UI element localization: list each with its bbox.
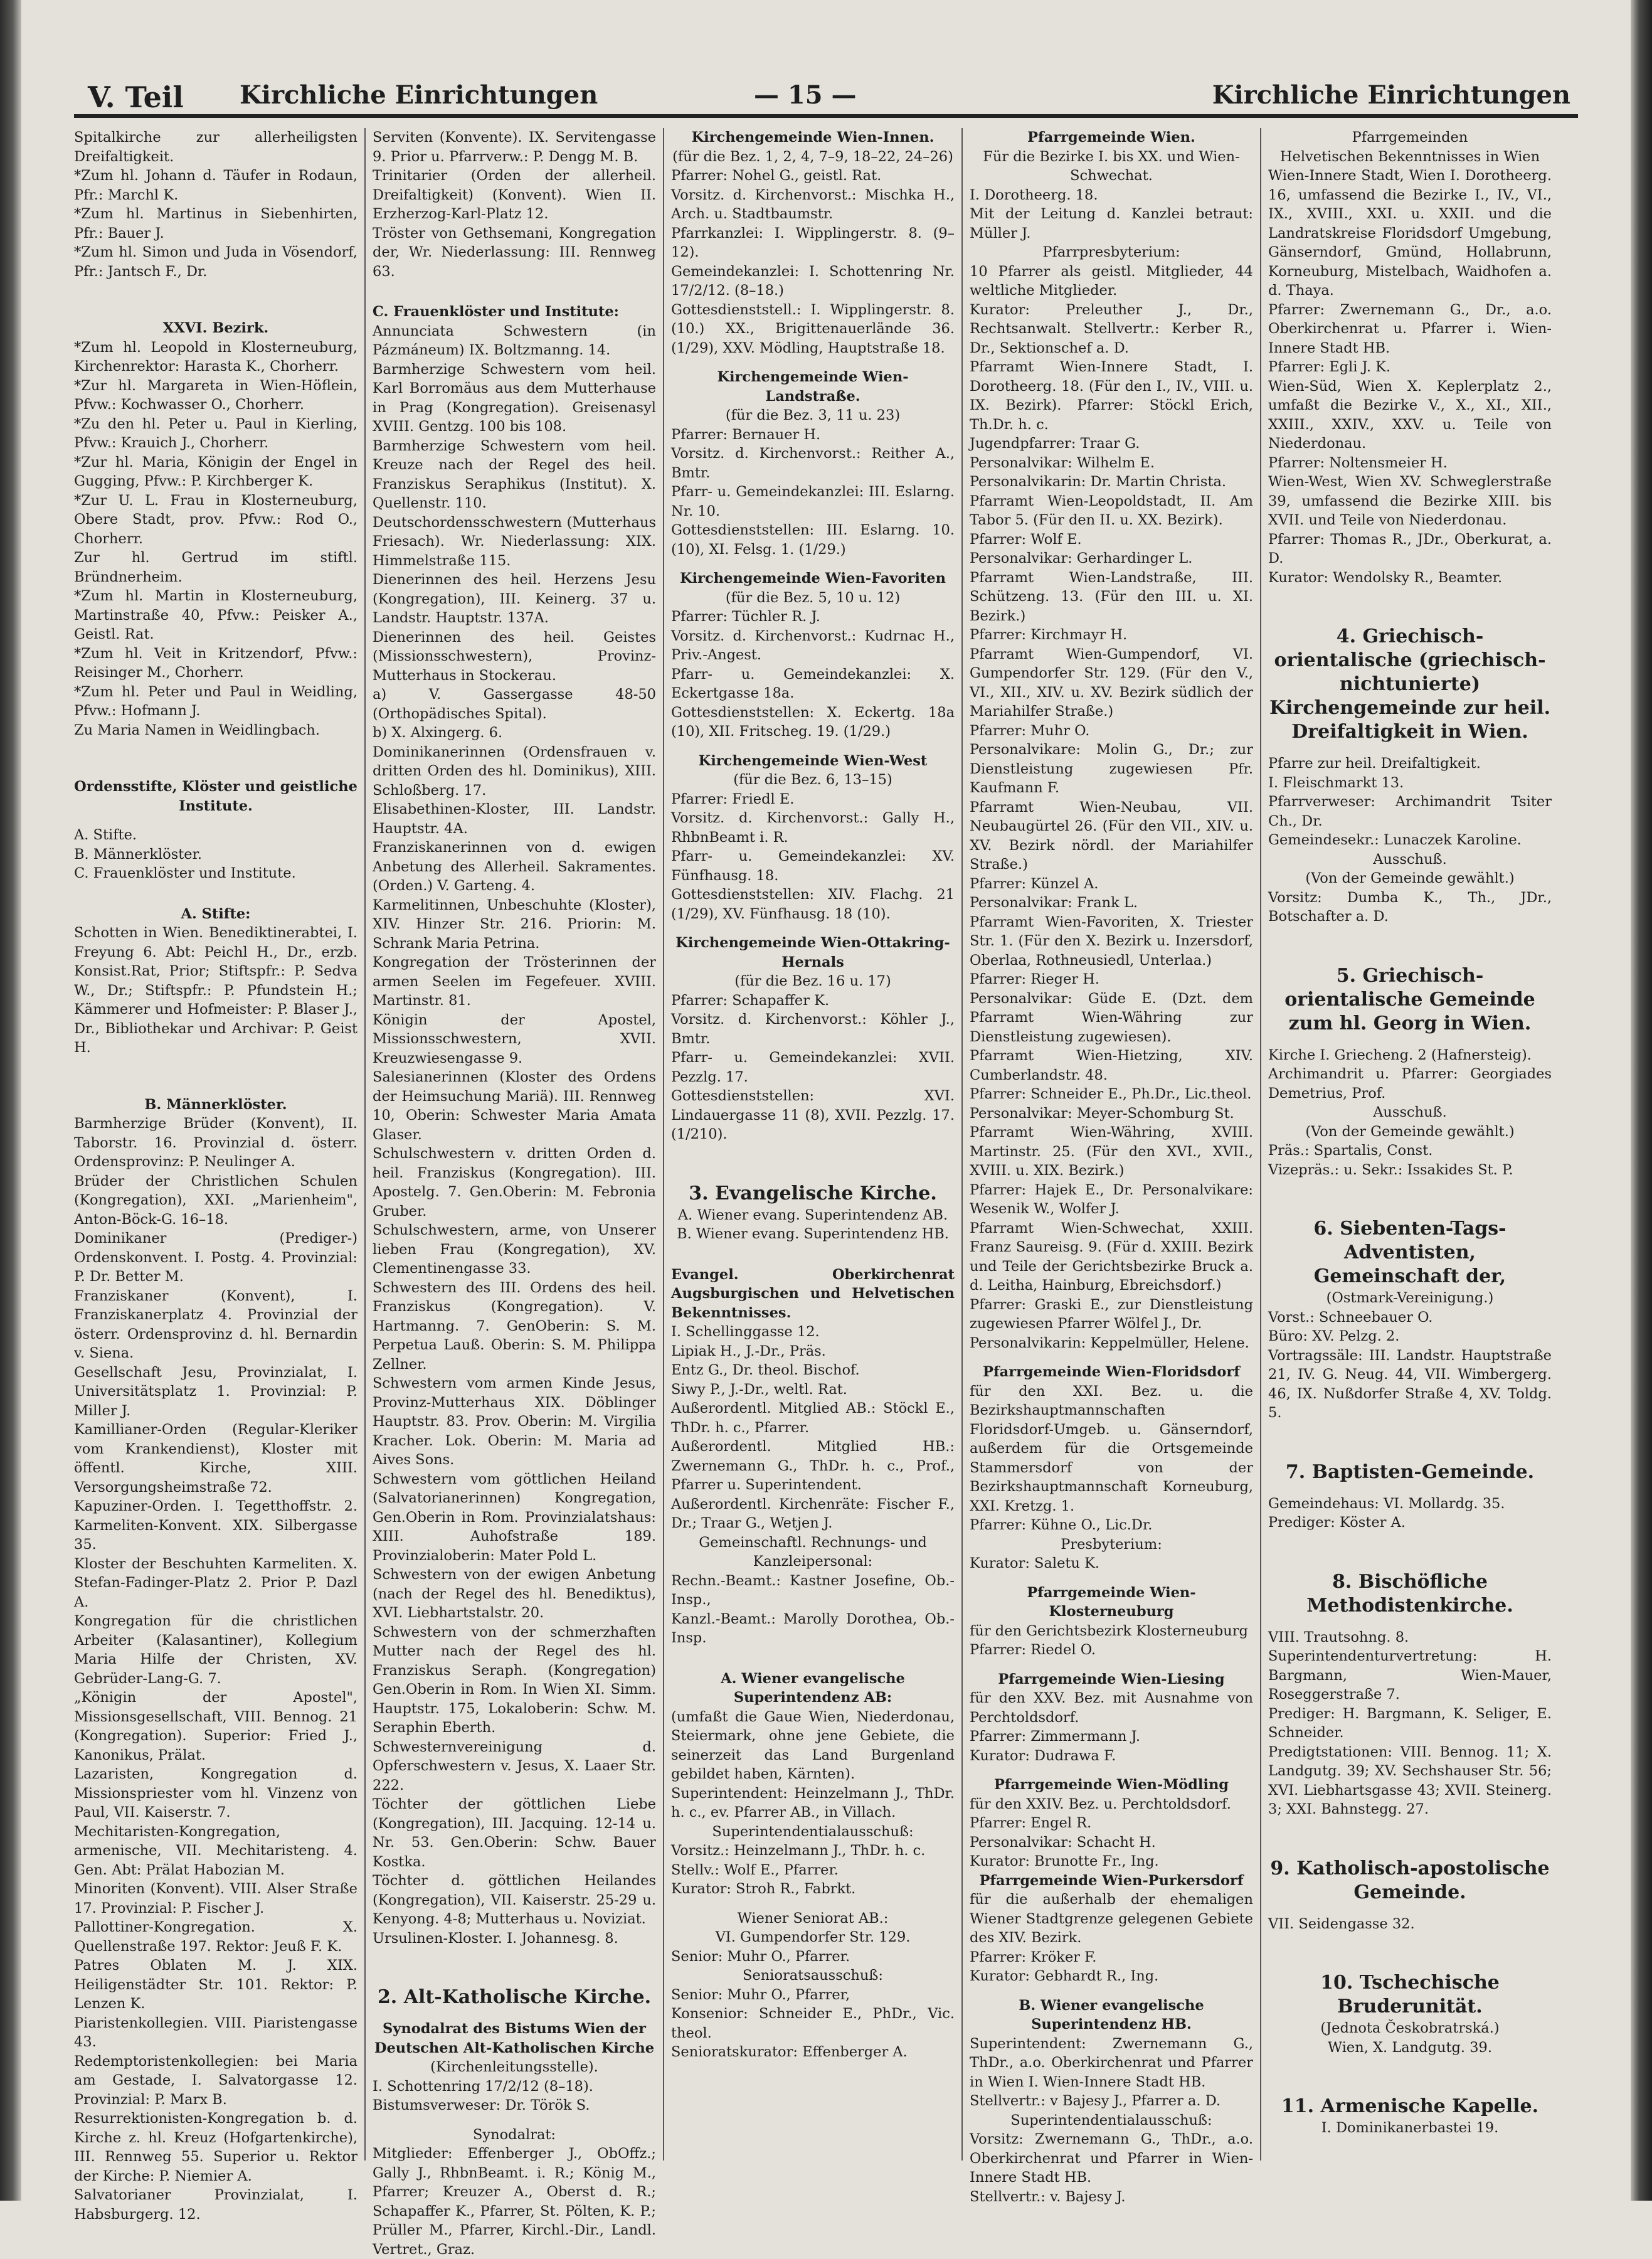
section-heading: 6. Siebenten-Tags-Adventisten, Gemeinschaft der, [1313,1218,1506,1287]
entry-text: Personalvikarin: Dr. Martin Christa. [970,474,1227,490]
entry-text: Pfarrer: Kirchmayr H. [970,627,1128,643]
entry-text: Kurator: Saletu K. [970,1555,1100,1571]
entry-text: Trinitarier (Orden der allerheil. Dreifaltigkeit) (Konvent). Wien II. Erzherzog-Karl-Platz 12. [373,167,656,222]
entry-text: Vorsitz: Zwernemann G., ThDr., a.o. Oberkirchenrat und Pfarrer in Wien-Innere Stadt HB. [970,2131,1253,2186]
entry-text: C. Frauenklöster und Institute. [74,865,296,881]
entry-text: Helvetischen Bekenntnisses in Wien [1279,148,1540,165]
entry-text: Synodalrat: [473,2126,556,2143]
entry-text: Pfarrer: Hajek E., Dr. Personalvikare: Wesenik W., Wolfer J. [970,1181,1253,1217]
entry-text: Wien-Innere Stadt, Wien I. Dorotheerg. 16, umfassend die Bezirke I., IV., VI., IX., XVIII., XXI. u. XXII. und die Landratskreise Floridsdorf Umgebung, Gänserndorf, Gmünd, Hollabrunn, Korneuburg, Mistelbach, Waidhofen a. d. Thaya. [1268,167,1552,299]
entry-text: Vortragssäle: III. Landstr. Hauptstraße 21, IV. G. Neug. 44, VII. Wimbergerg. 46, IX. Nußdorfer Straße 4, XV. Toldg. 5. [1268,1347,1552,1421]
entry-text: Ursulinen-Kloster. I. Johannesg. 8. [373,1930,618,1947]
entry-text: Presbyterium: [1061,1536,1162,1553]
column-divider [961,128,963,2161]
entry-text: I. Dorotheerg. 18. [970,186,1098,203]
entry-text: Lazaristen, Kongregation d. Missionspriester vom hl. Vinzenz von Paul, VII. Kaiserstr. 7. [74,1766,357,1820]
entry-text: für den XXI. Bez. u. die Bezirkshauptmannschaften Floridsdorf-Umgeb. u. Gänserndorf, außerdem für die Ortsgemeinde Stammersdorf von der Bezirkshauptmannschaft Korneuburg, XXI. Kretzg. 1. [970,1383,1253,1514]
section-heading: Synodalrat des Bistums Wien der Deutschen Alt-Katholischen Kirche [374,2021,655,2056]
entry-text: Personalvikar: Schacht H. [970,1834,1156,1851]
section-heading: Pfarrgemeinde Wien-Purkersdorf [979,1872,1244,1889]
entry-text: Ausschuß. [1373,1104,1447,1120]
entry-text: Pfarrer: Egli J. K. [1268,359,1391,375]
entry-text: Pfarr- u. Gemeindekanzlei: X. Eckertgasse 18a. [671,666,955,701]
entry-text: (Kirchenleitungsstelle). [430,2059,598,2075]
entry-text: Wien-Süd, Wien X. Keplerplatz 2., umfaßt die Bezirke V., X., XI., XII., XXIII., XXIV., XXV. u. Teile von Niederdonau. [1268,378,1552,452]
entry-text: Patres Oblaten M. J. XIX. Heiligenstädter Str. 101. Rektor: P. Lenzen K. [74,1957,357,2012]
entry-text: Wien, X. Landgutg. 39. [1327,2039,1493,2056]
entry-text: Pfarrer: Noltensmeier H. [1268,454,1448,471]
section-heading: Pfarrgemeinde Wien-Liesing [998,1671,1225,1688]
entry-text: Archimandrit u. Pfarrer: Georgiades Demetrius, Prof. [1268,1066,1552,1102]
entry-text: Schotten in Wien. Benediktinerabtei, I. Freyung 6. Abt: Peichl H., Dr., erzb. Konsist.Rat, Prior; Stiftspfr.: P. Sedva W., Dr.; Stiftspfr.: P. Pfundstein H.; Kämmerer und Hofmeister: P. Blaser J., Dr., Bibliothekar und Archivar: P. Geist H. [74,925,357,1056]
entry-text: für den XXV. Bez. mit Ausnahme von Perchtoldsdorf. [970,1690,1253,1726]
entry-text: Pfarramt Wien-Favoriten, X. Triester Str. 1. (Für den X. Bezirk u. Inzersdorf, Oberlaa, Rothneusiedl, Unterlaa.) [970,913,1253,969]
entry-text: *Zur hl. Margareta in Wien-Höflein, Pfvw.: Kochwasser O., Chorherr. [74,377,357,413]
entry-text: Personalvikar: Wilhelm E. [970,454,1155,471]
entry-text: Pfarrpresbyterium: [1042,244,1180,260]
entry-text: Für die Bezirke I. bis XX. und Wien-Schwechat. [983,148,1240,184]
entry-text: Pfarrer: Wolf E. [970,531,1082,548]
entry-text: *Zum hl. Peter und Paul in Weidling, Pfvw.: Hofmann J. [74,683,357,719]
entry-text: Dienerinnen des heil. Herzens Jesu (Kongregation), III. Keinerg. 37 u. Landstr. Hauptstr. 137A. [373,571,656,626]
entry-text: Kloster der Beschuhten Karmeliten. X. Stefan-Fadinger-Platz 2. Prior P. Dazl A. [74,1555,357,1610]
entry-text: Pfarrgemeinden [1352,129,1468,146]
spacer [1268,927,1552,964]
spacer [74,281,357,319]
section-heading: A. Wiener evangelische Superintendenz AB: [721,1670,905,1706]
entry-text: Superintendentialausschuß: [712,1823,914,1840]
entry-text: Superintendenturvertretung: H. Bargmann, Wien-Mauer, Roseggerstraße 7. [1268,1648,1552,1703]
entry-text: Pfarrer: Rieger H. [970,971,1100,987]
entry-text: Stellvertr.: v. Bajesy J. [970,2188,1126,2205]
entry-text: Serviten (Konvente). IX. Servitengasse 9. Prior u. Pfarrverw.: P. Dengg M. B. [373,129,656,165]
section-heading: 3. Evangelische Kirche. [689,1182,937,1204]
spacer [373,1948,656,1985]
entry-text: Personalvikar: Gerhardinger L. [970,550,1193,566]
spacer [1268,1618,1552,1628]
section-heading: A. Stifte: [181,905,251,922]
entry-text: Büro: XV. Pelzg. 2. [1268,1328,1400,1344]
entry-text: VI. Gumpendorfer Str. 129. [715,1929,911,1945]
entry-text: Pfarrverweser: Archimandrit Tsiter Ch., Dr. [1268,794,1552,829]
entry-text: Pfarr- u. Gemeindekanzlei: XV. Fünfhausg. 18. [671,848,955,884]
entry-text: Kongregation der Trösterinnen der armen Seelen im Fegefeuer. XVIII. Martinstr. 81. [373,954,656,1009]
entry-text: I. Dominikanerbastei 19. [1321,2120,1499,2136]
entry-text: Prediger: Köster A. [1268,1514,1406,1531]
entry-text: Pfarrer: Bernauer H. [671,426,821,443]
entry-text: Mit der Leitung d. Kanzlei betraut: Müller J. [970,206,1253,242]
entry-text: Gottesdienststellen: III. Eslarng. 10. (10), XI. Felsg. 1. (1/29.) [671,522,955,558]
entry-text: Kurator: Wendolsky R., Beamter. [1268,569,1503,586]
entry-text: Personalvikar: Frank L. [970,895,1138,911]
entry-text: Pfarr- u. Gemeindekanzlei: XVII. Pezzlg. 17. [671,1050,955,1085]
entry-text: Gottesdienststellen: X. Eckertg. 18a (10), XII. Fritscheg. 19. (1/29.) [671,704,955,740]
spacer [970,1765,1253,1775]
entry-text: Prediger: H. Bargmann, K. Seliger, E. Schneider. [1268,1705,1552,1741]
section-heading: Ordensstifte, Klöster und geistliche Institute. [74,779,357,814]
entry-text: Rechn.-Beamt.: Kastner Josefine, Ob.-Insp., [671,1572,955,1608]
entry-text: Schulschwestern v. dritten Orden d. heil. Franziskus (Kongregation). III. Apostelg. 7. Gen.Oberin: M. Febronia Gruber. [373,1145,656,1220]
section-heading: B. Wiener evangelische Superintendenz HB. [1019,1997,1204,2033]
spacer [1268,2057,1552,2095]
section-heading: Kirchengemeinde Wien-Innen. [691,129,935,146]
entry-text: Gemeindekanzlei: I. Schottenring Nr. 17/2/12. (8–18.) [671,263,955,299]
entry-text: Präs.: Spartalis, Const. [1268,1142,1433,1159]
entry-text: VII. Seidengasse 32. [1268,1915,1415,1932]
entry-text: Pfarrer: Zimmermann J. [970,1728,1141,1745]
entry-text: (Von der Gemeinde gewählt.) [1305,1123,1515,1140]
entry-text: Karmelitinnen, Unbeschuhte (Kloster), XIV. Hinzer Str. 216. Priorin: M. Schrank Maria Petrina. [373,896,656,952]
entry-text: Wien-West, Wien XV. Schweglerstraße 39, umfassend die Bezirke XIII. bis XVII. und Teile von Niederdonau. [1268,474,1552,528]
section-heading: Kirchengemeinde Wien-Favoriten [680,570,946,587]
section-heading: 11. Armenische Kapelle. [1281,2095,1539,2117]
section-heading: Kirchengemeinde Wien-West [698,752,928,769]
text-column-5 [1268,128,1552,2161]
spacer [373,2009,656,2019]
entry-text: Kirche I. Griecheng. 2 (Hafnersteig). [1268,1046,1532,1063]
entry-text: Stellv.: Wolf E., Pfarrer. [671,1861,839,1878]
entry-text: *Zu den hl. Peter u. Paul in Kierling, Pfvw.: Krauich J., Chorherr. [74,415,357,451]
column-divider [364,128,366,2161]
spacer [74,1058,357,1095]
spacer [74,883,357,905]
entry-text: Piaristenkollegien. VIII. Piaristengasse 43. [74,2014,357,2050]
spacer [671,1648,955,1669]
entry-text: Barmherzige Schwestern vom heil. Kreuze nach der Regel des heil. Franziskus Seraphikus (Institut). X. Quellenstr. 110. [373,437,656,511]
entry-text: Pfarre zur heil. Dreifaltigkeit. [1268,755,1481,772]
section-heading: Kirchengemeinde Wien-Landstraße. [717,369,909,405]
entry-text: Dienerinnen des heil. Geistes (Missionsschwestern), Provinz-Mutterhaus in Stockerau. [373,629,656,684]
spacer [671,1144,955,1182]
entry-text: (umfaßt die Gaue Wien, Niederdonau, Steiermark, ohne jene Gebiete, die seinerzeit das Land Burgenland gebildet haben, Kärnten). [671,1708,955,1782]
entry-text: Pfarrer: Friedl E. [671,790,795,807]
spacer [1268,1423,1552,1460]
entry-text: Senioratsausschuß: [743,1967,883,1984]
entry-text: für die außerhalb der ehemaligen Wiener Stadtgrenze gelegenen Gebiete des XIV. Bezirk. [970,1891,1253,1946]
entry-text: Salesianerinnen (Kloster des Ordens der Heimsuchung Mariä). III. Rennweg 10, Oberin: Schwester Maria Amata Glaser. [373,1069,656,1143]
entry-text: Vorsitz: Dumba K., Th., JDr., Botschafter a. D. [1268,889,1552,925]
section-heading: Pfarrgemeinde Wien-Floridsdorf [983,1364,1240,1380]
entry-text: Pfarr- u. Gemeindekanzlei: III. Eslarng. Nr. 10. [671,484,955,519]
spacer [970,1986,1253,1996]
entry-text: A. Stifte. [74,827,137,843]
entry-text: Minoriten (Konvent). VIII. Alser Straße 17. Provinzial: P. Fischer J. [74,1881,357,1916]
entry-text: Franziskanerinnen von d. ewigen Anbetung des Allerheil. Sakramentes. (Orden.) V. Garteng. 4. [373,839,656,894]
entry-text: (für die Bez. 5, 10 u. 12) [725,589,901,606]
entry-text: Lipiak H., J.-Dr., Präs. [671,1342,826,1359]
entry-text: Pfarramt Wien-Leopoldstadt, II. Am Tabor 5. (Für den II. u. XX. Bezirk). [970,492,1253,528]
entry-text: Pfarrer: Kühne O., Lic.Dr. [970,1517,1153,1533]
entry-text: Superintendent: Heinzelmann J., ThDr. h. c., ev. Pfarrer AB., in Villach. [671,1785,955,1820]
running-title-left: Kirchliche Einrichtungen [240,80,598,110]
spacer [1268,1036,1552,1046]
spacer [1268,1819,1552,1857]
entry-text: Pfarrer: Zwernemann G., Dr., a.o. Oberkirchenrat u. Pfarrer i. Wien-Innere Stadt HB. [1268,301,1552,356]
entry-text: Bistumsverweser: Dr. Török S. [373,2097,590,2113]
entry-text: Kurator: Dudrawa F. [970,1747,1116,1764]
entry-text: Pfarrer: Schneider E., Ph.Dr., Lic.theol. [970,1086,1252,1102]
entry-text: Personalvikarin: Keppelmüller, Helene. [970,1334,1249,1351]
entry-text: Kurator: Gebhardt R., Ing. [970,1968,1159,1984]
entry-text: Schwestern von der schmerzhaften Mutter nach der Regel des hl. Franziskus Seraph. (Kongregation) Gen.Oberin in Rom. In Wien XI. Simm. Hauptstr. 175, Lokaloberin: Schw. M. Seraphin Eberth. [373,1624,656,1736]
spacer [1268,1533,1552,1570]
entry-text: B. Männerklöster. [74,846,203,863]
entry-text: Kurator: Stroh R., Fabrkt. [671,1881,856,1897]
entry-text: *Zum hl. Simon und Juda in Vösendorf, Pfr.: Jantsch F., Dr. [74,244,357,280]
entry-text: (Jednota Českobratrská.) [1320,2020,1500,2036]
section-heading: 2. Alt-Katholische Kirche. [377,1986,652,2008]
entry-text: Schwesternvereinigung d. Opferschwestern v. Jesus, X. Laaer Str. 222. [373,1738,656,1794]
spacer [970,1353,1253,1363]
spacer [373,2115,656,2125]
entry-text: Mitglieder: Effenberger J., ObOffz.; Gally J., RhbnBeamt. i. R.; König M., Pfarrer; Kreuzer A., Oberst d. R.; Schapaffer K., Pfarrer, St. Pölten, K. P.; Prüller M., Pfarrer, Kirchl.-Dir., Landl. Vertret., Graz. [373,2145,656,2258]
entry-text: (Ostmark-Vereinigung.) [1326,1290,1494,1306]
entry-text: für den XXIV. Bez. u. Perchtoldsdorf. [970,1795,1231,1812]
entry-text: Pallottiner-Kongregation. X. Quellenstraße 197. Rektor: Jeuß F. K. [74,1919,357,1955]
entry-text: Siwy P., J.-Dr., weltl. Rat. [671,1381,847,1398]
entry-text: Schwestern vom göttlichen Heiland (Salvatorianerinnen) Kongregation, Gen.Oberin in Rom. Provinzialatshaus: XIII. Auhofstraße 189. Provinzialoberin: Mater Pold L. [373,1470,656,1564]
entry-text: b) X. Alxingerg. 6. [373,725,503,741]
text-column-1 [74,128,357,2223]
entry-text: Gemeindehaus: VI. Mollardg. 35. [1268,1495,1505,1512]
entry-text: *Zur hl. Maria, Königin der Engel in Gugging, Pfvw.: P. Kirchberger K. [74,454,357,489]
entry-text: Predigtstationen: VIII. Bennog. 11; X. Landgutg. 39; XV. Sechshauser Str. 56; XVI. Liebhartsgasse 43; XVII. Steinerg. 3; XXI. Bahnstegg. 27. [1268,1743,1552,1817]
entry-text: Pfarrer: Thomas R., JDr., Oberkurat, a. D. [1268,531,1552,566]
spacer [671,559,955,569]
entry-text: Wiener Seniorat AB.: [737,1910,889,1927]
entry-text: Vorsitz.: Heinzelmann J., ThDr. h. c. [671,1842,926,1859]
section-heading: Pfarrgemeinde Wien-Mödling [993,1777,1229,1793]
entry-text: Kongregation für die christlichen Arbeiter (Kalasantiner), Kollegium Maria Hilfe der Christen, XV. Gebrüder-Lang-G. 7. [74,1613,357,1687]
entry-text: Pfarrer: Künzel A. [970,875,1099,892]
entry-text: Pfarrer: Engel R. [970,1815,1092,1831]
entry-text: *Zum hl. Martinus in Siebenhirten, Pfr.: Bauer J. [74,206,357,242]
entry-text: Deutschordensschwestern (Mutterhaus Friesach). Wr. Niederlassung: XIX. Himmelstraße 115. [373,514,656,569]
entry-text: Superintendent: Zwernemann G., ThDr., a.o. Oberkirchenrat und Pfarrer in Wien I. Wien-Innere Stadt HB. [970,2035,1253,2090]
entry-text: Pfarramt Wien-Landstraße, III. Schützeng. 13. (Für den III. u. XI. Bezirk.) [970,569,1253,624]
entry-text: Superintendentialausschuß: [1010,2112,1212,2129]
entry-text: Pfarrer: Muhr O. [970,722,1090,739]
section-heading: C. Frauenklöster und Institute: [373,304,619,320]
scan-shadow-right [1631,0,1652,2201]
entry-text: Außerordentl. Mitglied HB.: Zwernemann G., ThDr. h. c., Prof., Pfarrer u. Superintendent. [671,1438,955,1493]
entry-text: Senior: Muhr O., Pfarrer. [671,1948,850,1965]
entry-text: *Zur U. L. Frau in Klosterneuburg, Obere Stadt, prov. Pfvw.: Rod O., Chorherr. [74,492,357,547]
entry-text: Personalvikar: Güde E. (Dzt. dem Pfarramt Wien-Währing zur Dienstleistung zugewiesen). [970,990,1253,1045]
entry-text: Vorsitz. d. Kirchenvorst.: Kudrnac H., Priv.-Angest. [671,627,955,663]
spacer [671,1899,955,1909]
entry-text: Kurator: Brunotte Fr., Ing. [970,1853,1159,1869]
entry-text: Schulschwestern, arme, von Unserer lieben Frau (Kongregation), XV. Clementinengasse 33. [373,1222,656,1277]
entry-text: Barmherzige Brüder (Konvent), II. Taborstr. 16. Provinzial d. österr. Ordensprovinz: P. Neulinger A. [74,1115,357,1170]
entry-text: Stellvertr.: v Bajesy J., Pfarrer a. D. [970,2093,1221,2109]
entry-text: (für die Bez. 6, 13–15) [733,772,892,788]
spacer [74,816,357,826]
entry-text: *Zum hl. Martin in Klosterneuburg, Martinstraße 40, Pfvw.: Peisker A., Geistl. Rat. [74,588,357,642]
entry-text: Resurrektionisten-Kongregation b. d. Kirche z. hl. Kreuz (Hofgartenkirche), III. Rennweg 55. Superior u. Rektor der Kirche: P. Niemier A. [74,2110,357,2184]
entry-text: Brüder der Christlichen Schulen (Kongregation), XXI. „Marienheim", Anton-Böck-G. 16–18. [74,1172,357,1228]
section-heading: 7. Baptisten-Gemeinde. [1285,1460,1535,1483]
entry-text: Kurator: Preleuther J., Dr., Rechtsanwalt. Stellvertr.: Kerber R., Dr., Sektionschef a. D. [970,301,1253,356]
entry-text: Gemeindesekr.: Lunaczek Karoline. [1268,832,1522,848]
spacer [1268,1905,1552,1915]
section-heading: Pfarrgemeinde Wien. [1027,129,1195,146]
entry-text: Gottesdienststellen: XVI. Lindauergasse 11 (8), XVII. Pezzlg. 17. (1/210). [671,1088,955,1142]
entry-text: Kanzl.-Beamt.: Marolly Dorothea, Ob.-Insp. [671,1610,955,1646]
column-divider [1260,128,1261,2161]
entry-text: Gemeinschaftl. Rechnungs- und Kanzleipersonal: [699,1534,927,1570]
spacer [373,281,656,302]
section-heading: 8. Bischöfliche Methodistenkirche. [1306,1570,1513,1617]
text-column-4 [970,128,1253,2205]
entry-text: Kamillianer-Orden (Regular-Kleriker vom Krankendienst), Kloster mit öffentl. Kirche, XIII. Versorgungsheimstraße 72. [74,1422,357,1496]
entry-text: Barmherzige Schwestern vom heil. Karl Borromäus aus dem Mutterhause in Prag (Kongregation). Greisenasyl XVIII. Gentzg. 100 bis 108. [373,361,656,435]
scan-shadow-left [0,0,21,2201]
entry-text: Mechitaristen-Kongregation, armenische, VII. Mechitaristeng. 4. Gen. Abt: Prälat Habozian M. [74,1823,357,1878]
section-heading: Kirchengemeinde Wien-Ottakring-Hernals [675,935,950,970]
entry-text: Kapuziner-Orden. I. Tegetthoffstr. 2. Karmeliten-Konvent. XIX. Silbergasse 35. [74,1498,357,1553]
entry-text: Franziskaner (Konvent), I. Franziskanerplatz 4. Provinzial der österr. Ordensprovinz d. hl. Bernardin v. Siena. [74,1287,357,1361]
running-title-right: Kirchliche Einrichtungen [1212,80,1570,110]
entry-text: Außerordentl. Kirchenräte: Fischer F., Dr.; Traar G., Wetjen J. [671,1496,955,1531]
text-column-2 [373,128,656,2258]
entry-text: Pfarrer: Graski E., zur Dienstleistung zugewiesen Pfarrer Wölfel J., Dr. [970,1296,1253,1332]
spacer [1268,587,1552,625]
entry-text: Pfarrer: Kröker F. [970,1948,1097,1965]
entry-text: für den Gerichtsbezirk Klosterneuburg [970,1622,1248,1639]
entry-text: Schwestern von der ewigen Anbetung (nach der Regel des hl. Benediktus), XVI. Liebhartstalstr. 20. [373,1566,656,1621]
entry-text: Gottesdienststell.: I. Wipplingerstr. 8. (10.) XX., Brigittenauerlände 36. (1/29), XXV. Mödling, Hauptstraße 18. [671,301,955,356]
entry-text: Salvatorianer Provinzialat, I. Habsburgerg. 12. [74,2187,357,2223]
spacer [1268,1484,1552,1494]
entry-text: Pfarramt Wien-Innere Stadt, I. Dorotheerg. 18. (Für den I., IV., VIII. u. IX. Bezirk). Pfarrer: Stöckl Erich, Th.Dr. h. c. [970,359,1253,433]
entry-text: (für die Bez. 3, 11 u. 23) [725,407,901,423]
entry-text: Dominikaner (Prediger-) Ordenskonvent. I. Postg. 4. Provinzial: P. Dr. Better M. [74,1230,357,1285]
entry-text: Vorsitz. d. Kirchenvorst.: Köhler J., Bmtr. [671,1011,955,1047]
entry-text: Pfarramt Wien-Gumpendorf, VI. Gumpendorfer Str. 129. (Für den V., VI., XII., XIV. u. XV. Bezirk südlich der Mariahilfer Straße.) [970,646,1253,720]
header-rule [74,114,1578,118]
entry-text: Senior: Muhr O., Pfarrer, [671,1986,850,2003]
page [74,74,1578,2258]
section-heading: 10. Tschechische Bruderunität. [1320,1972,1500,2017]
entry-text: (für die Bez. 1, 2, 4, 7–9, 18–22, 24–26) [672,148,953,165]
entry-text: „Königin der Apostel", Missionsgesellschaft, VIII. Bennog. 21 (Kongregation). Superior: Fried J., Kanonikus, Prälat. [74,1689,357,1763]
spacer [1268,1179,1552,1217]
spacer [671,741,955,752]
part-label: V. Teil [88,80,184,114]
page-header [74,74,1578,114]
section-heading: B. Männerklöster. [144,1096,287,1113]
entry-text: B. Wiener evang. Superintendenz HB. [677,1226,949,1242]
entry-text: Pfarramt Wien-Schwechat, XXIII. Franz Saureisg. 9. (Für d. XXIII. Bezirk und Teile der Gerichtsbezirke Bruck a. d. Leitha, Hainburg, Ebreichsdorf.) [970,1220,1253,1294]
page-number: — 15 — [754,80,857,110]
spacer [74,740,357,777]
entry-text: Personalvikare: Molin G., Dr.; zur Dienstleistung zugewiesen Pfr. Kaufmann F. [970,741,1253,796]
entry-text: Zur hl. Gertrud im stiftl. Bründnerheim. [74,550,357,585]
entry-text: Pfarrer: Schapaffer K. [671,992,830,1009]
entry-text: Vizepräs.: u. Sekr.: Issakides St. P. [1268,1161,1513,1178]
entry-text: Spitalkirche zur allerheiligsten Dreifaltigkeit. [74,129,357,165]
entry-text: Pfarramt Wien-Währing, XVIII. Martinstr. 25. (Für den XVI., XVII., XVIII. u. XIX. Bezirk.) [970,1124,1253,1179]
entry-text: Töchter d. göttlichen Heilandes (Kongregation), VII. Kaiserstr. 25-29 u. Kenyong. 4-8; Mutterhaus u. Noviziat. [373,1873,656,1927]
entry-text: Schwestern vom armen Kinde Jesus, Provinz-Mutterhaus XIX. Döblinger Hauptstr. 83. Prov. Oberin: M. Virgilia Kracher. Lok. Oberin: M. Maria ad Aives Sons. [373,1375,656,1468]
entry-text: Vorsitz. d. Kirchenvorst.: Mischka H., Arch. u. Stadtbaumstr. [671,186,955,222]
spacer [1268,744,1552,754]
entry-text: Pfarrer: Tüchler R. J. [671,609,820,625]
entry-text: Vorst.: Schneebauer O. [1268,1309,1433,1326]
entry-text: (für die Bez. 16 u. 17) [734,973,891,989]
entry-text: Vorsitz. d. Kirchenvorst.: Reither A., Bmtr. [671,445,955,481]
entry-text: Gesellschaft Jesu, Provinzialat, I. Universitätsplatz 1. Provinzial: P. Miller J. [74,1364,357,1419]
entry-text: Pfarrer: Nohel G., geistl. Rat. [671,167,882,184]
entry-text: Außerordentl. Mitglied AB.: Stöckl E., ThDr. h. c., Pfarrer. [671,1400,955,1436]
entry-text: Senioratskurator: Effenberger A. [671,2044,908,2060]
entry-text: A. Wiener evang. Superintendenz AB. [677,1206,948,1223]
text-column-3 [671,128,955,2161]
entry-text: Königin der Apostel, Missionsschwestern, XVII. Kreuzwiesengasse 9. [373,1011,656,1066]
entry-text: I. Schellinggasse 12. [671,1324,820,1340]
entry-text: I. Fleischmarkt 13. [1268,774,1404,791]
spacer [970,1660,1253,1670]
section-heading: Pfarrgemeinde Wien-Klosterneuburg [1027,1584,1196,1620]
entry-text: a) V. Gassergasse 48-50 (Orthopädisches Spital). [373,686,656,722]
entry-text: Gottesdienststellen: XIV. Flachg. 21 (1/29), XV. Fünfhausg. 18 (10). [671,886,955,922]
spacer [970,1573,1253,1583]
entry-text: Pfarrkanzlei: I. Wipplingerstr. 8. (9–12). [671,225,955,260]
spacer [671,358,955,368]
entry-text: (Von der Gemeinde gewählt.) [1305,870,1515,886]
entry-text: Annunciata Schwestern (in Pázmáneum) IX. Boltzmanng. 14. [373,322,656,358]
entry-text: Schwestern des III. Ordens des heil. Franziskus (Kongregation). V. Hartmanng. 7. GenOberin: S. M. Perpetua Lauß. Oberin: S. M. Philippa Zellner. [373,1279,656,1373]
section-heading: Evangel. Oberkirchenrat Augsburgischen und Helvetischen Bekenntnisses. [671,1266,955,1321]
spacer [671,1244,955,1265]
spacer [1268,1933,1552,1971]
entry-text: Ausschuß. [1373,851,1447,868]
entry-text: 10 Pfarrer als geistl. Mitglieder, 44 weltliche Mitglieder. [970,263,1253,299]
entry-text: Dominikanerinnen (Ordensfrauen v. dritten Orden des hl. Dominikus), XIII. Schloßberg. 17. [373,743,656,799]
entry-text: Redemptoristenkollegien: bei Maria am Gestade, I. Salvatorgasse 12. Provinzial: P. Marx B. [74,2053,357,2108]
entry-text: Zu Maria Namen in Weidlingbach. [74,721,320,738]
entry-text: Elisabethinen-Kloster, III. Landstr. Hauptstr. 4A. [373,801,656,837]
entry-text: Konsenior: Schneider E., PhDr., Vic. theol. [671,2006,955,2041]
entry-text: *Zum hl. Veit in Kritzendorf, Pfvw.: Reisinger M., Chorherr. [74,645,357,681]
entry-text: Pfarramt Wien-Hietzing, XIV. Cumberlandstr. 48. [970,1048,1253,1083]
entry-text: *Zum hl. Leopold in Klosterneuburg, Kirchenrektor: Harasta K., Chorherr. [74,339,357,375]
entry-text: Töchter der göttlichen Liebe (Kongregation), III. Jacquing. 12-14 u. Nr. 53. Gen.Oberin: Schw. Bauer Kostka. [373,1796,656,1870]
entry-text: Pfarramt Wien-Neubau, VII. Neubaugürtel 26. (Für den VII., XIV. u. XV. Bezirk nördl. der Mariahilfer Straße.) [970,799,1253,873]
entry-text: Personalvikar: Meyer-Schomburg St. [970,1105,1234,1122]
entry-text: VIII. Trautsohng. 8. [1268,1629,1409,1645]
entry-text: I. Schottenring 17/2/12 (8–18). [373,2078,593,2095]
spacer [671,923,955,933]
section-heading: 5. Griechisch-orientalische Gemeinde zum hl. Georg in Wien. [1284,964,1535,1034]
entry-text: Pfarrer: Riedel O. [970,1642,1096,1658]
entry-text: Jugendpfarrer: Traar G. [970,435,1140,452]
column-divider [663,128,664,2161]
section-heading: XXVI. Bezirk. [162,320,269,336]
entry-text: *Zum hl. Johann d. Täufer in Rodaun, Pfr.: Marchl K. [74,167,357,203]
entry-text: Tröster von Gethsemani, Kongregation der, Wr. Niederlassung: III. Rennweg 63. [373,225,656,280]
entry-text: Vorsitz. d. Kirchenvorst.: Gally H., RhbnBeamt i. R. [671,810,955,846]
entry-text: Entz G., Dr. theol. Bischof. [671,1362,860,1378]
section-heading: 4. Griechisch-orientalische (griechisch-nichtunierte) Kirchengemeinde zur heil. Dreifaltigkeit in Wien. [1269,625,1551,743]
section-heading: 9. Katholisch-apostolische Gemeinde. [1270,1857,1550,1903]
